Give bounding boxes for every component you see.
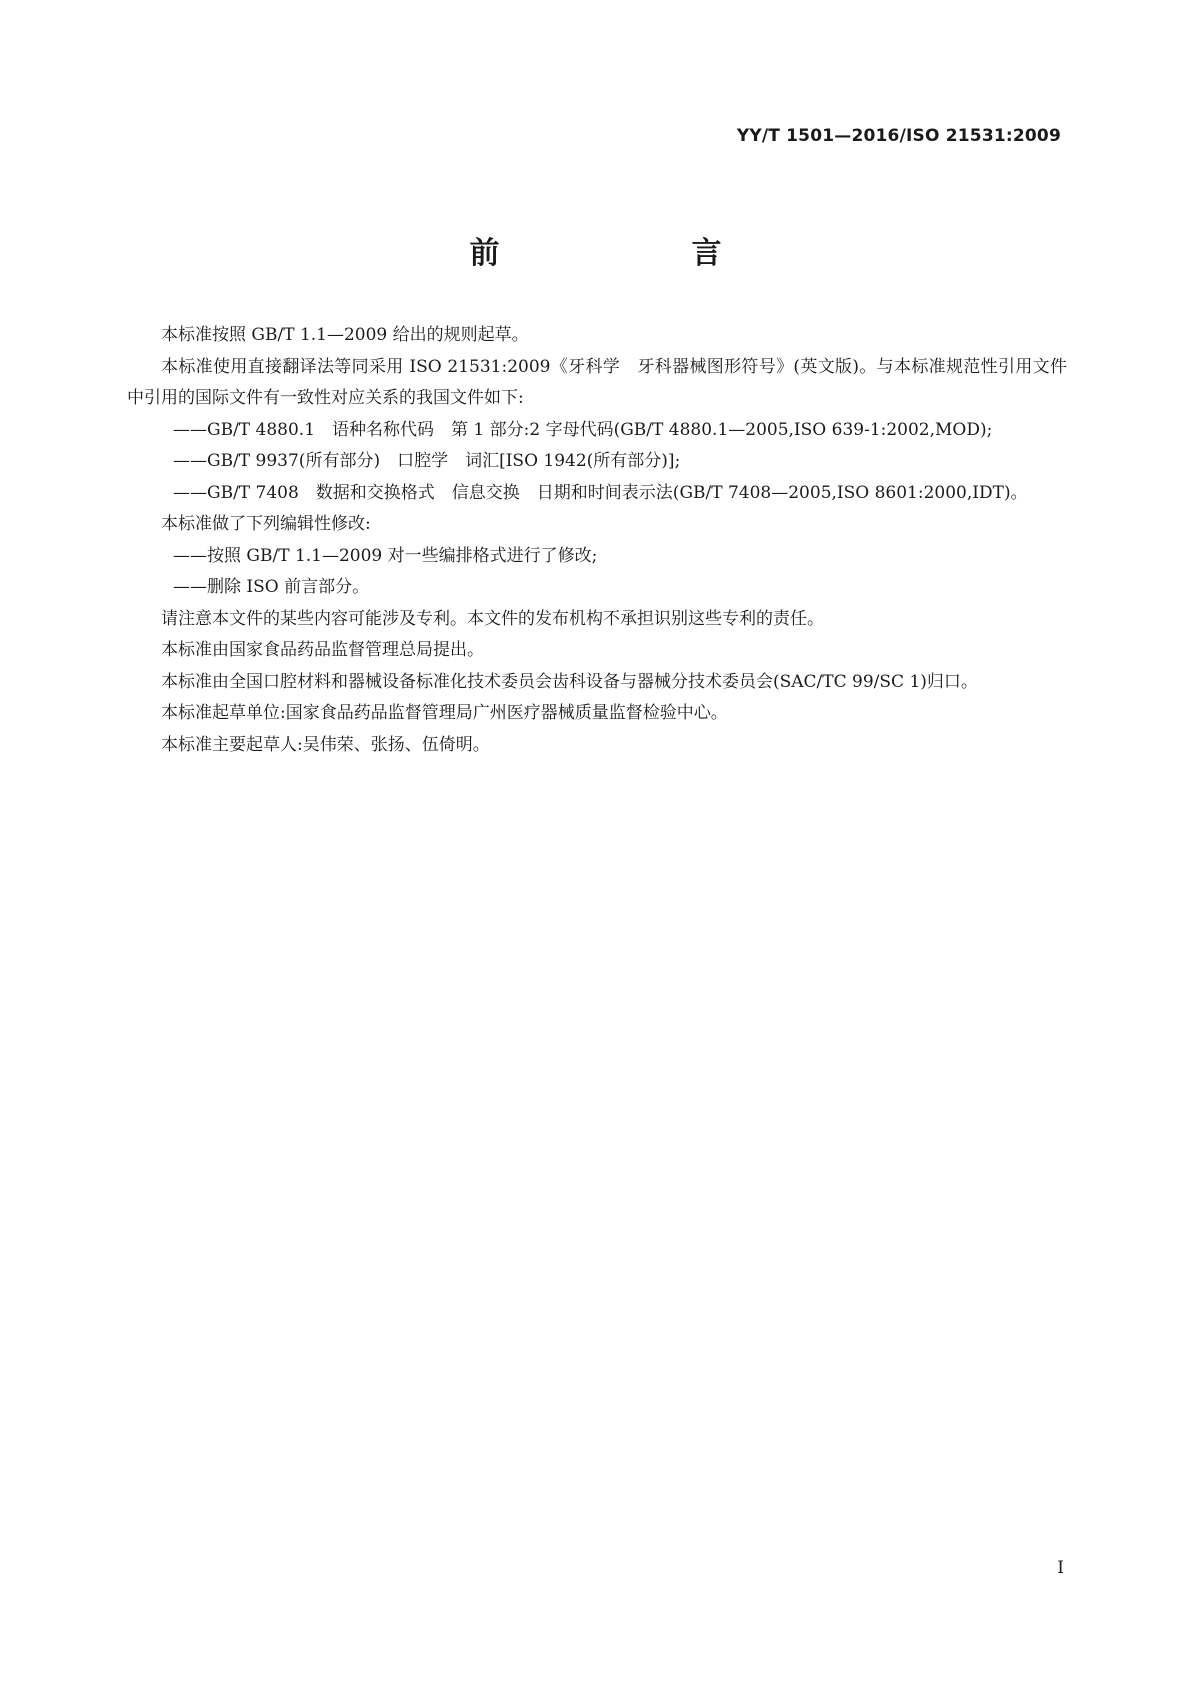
paragraph-adoption: 本标准使用直接翻译法等同采用 ISO 21531:2009《牙科学 牙科器械图形符号》(英文版)。与本标准规范性引用文件中引用的国际文件有一致性对应关系的我国文件如下: (127, 356, 1067, 408)
paragraph-patent-notice: 请注意本文件的某些内容可能涉及专利。本文件的发布机构不承担识别这些专利的责任。 (161, 608, 824, 629)
paragraph-drafting-unit: 本标准起草单位:国家食品药品监督管理局广州医疗器械质量监督检验中心。 (161, 703, 728, 723)
list-item-gbt7408: ——GB/T 7408 数据和交换格式 信息交换 日期和时间表示法(GB/T 7408—2005,ISO 8601:2000,IDT)。 (173, 482, 1028, 503)
list-item-format-change: ——按照 GB/T 1.1—2009 对一些编排格式进行了修改; (173, 545, 598, 566)
list-item-delete-foreword: ——删除 ISO 前言部分。 (173, 577, 370, 597)
page-title: 前 言 (469, 236, 766, 271)
paragraph-editorial-changes: 本标准做了下列编辑性修改: (161, 514, 371, 534)
list-item-gbt4880: ——GB/T 4880.1 语种名称代码 第 1 部分:2 字母代码(GB/T 4880.1—2005,ISO 639-1:2002,MOD); (173, 419, 993, 440)
list-item-gbt9937: ——GB/T 9937(所有部分) 口腔学 词汇[ISO 1942(所有部分)]; (173, 451, 681, 471)
standard-code-header: YY/T 1501—2016/ISO 21531:2009 (736, 126, 1061, 146)
paragraph-drafting-rules: 本标准按照 GB/T 1.1—2009 给出的规则起草。 (161, 325, 529, 345)
paragraph-proposer: 本标准由国家食品药品监督管理总局提出。 (161, 640, 484, 660)
page-number: I (1057, 1558, 1064, 1578)
foreword-body (127, 320, 1067, 761)
paragraph-committee: 本标准由全国口腔材料和器械设备标准化技术委员会齿科设备与器械分技术委员会(SAC/TC 99/SC 1)归口。 (161, 671, 978, 692)
paragraph-drafters: 本标准主要起草人:吴伟荣、张扬、伍倚明。 (161, 734, 490, 755)
